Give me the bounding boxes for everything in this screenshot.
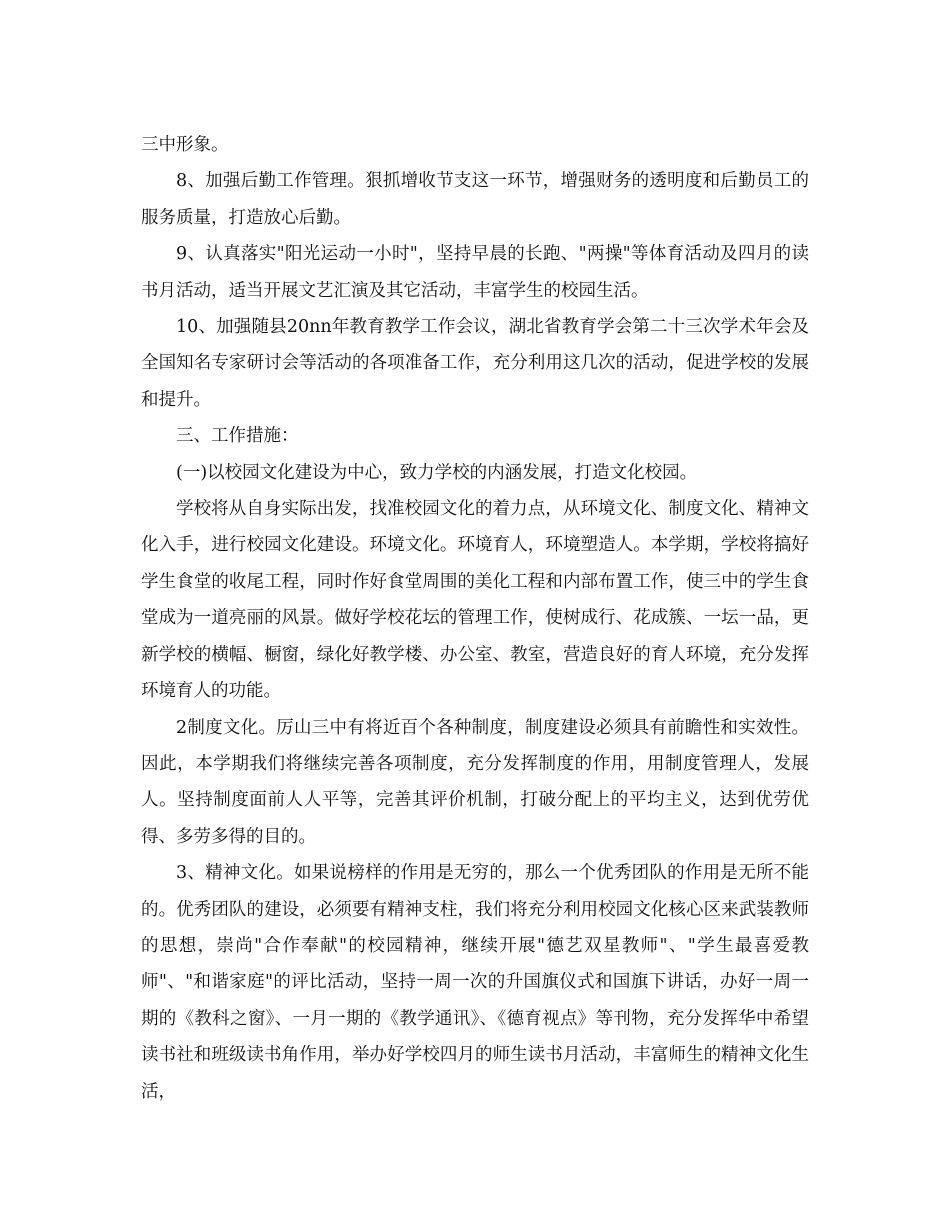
paragraph-item-9: 9、认真落实"阳光运动一小时"，坚持早晨的长跑、"两操"等体育活动及四月的读书月活动，适当开展文艺汇演及其它活动，丰富学生的校园生活。 [141, 244, 809, 301]
paragraph-continuation: 三中形象。 [141, 135, 229, 155]
document-body [141, 127, 809, 1110]
paragraph-spirit-culture: 3、精神文化。如果说榜样的作用是无穷的，那么一个优秀团队的作用是无所不能的。优秀团队的建设，必须要有精神支柱，我们将充分利用校园文化核心区来武装教师的思想，崇尚"合作奉献"的校园精神，继续开展"德艺双星教师"、"学生最喜爱教师"、"和谐家庭"的评比活动，坚持一周一次的升国旗仪式和国旗下讲话，办好一周一期的《教科之窗》、一月一期的《教学通讯》、《德育视点》等刊物，充分发挥华中希望读书社和班级读书角作用，举办好学校四月的师生读书月活动，丰富师生的精神文化生活， [141, 863, 809, 1102]
paragraph-item-10: 10、加强随县20nn年教育教学工作会议，湖北省教育学会第二十三次学术年会及全国知名专家研讨会等活动的各项准备工作，充分利用这几次的活动，促进学校的发展和提升。 [141, 317, 809, 410]
subsection-heading-1: (一)以校园文化建设为中心，致力学校的内涵发展，打造文化校园。 [176, 462, 698, 483]
paragraph-environment-culture: 学校将从自身实际出发，找准校园文化的着力点，从环境文化、制度文化、精神文化入手，进行校园文化建设。环境文化。环境育人，环境塑造人。本学期，学校将搞好学生食堂的收尾工程，同时作好食堂周围的美化工程和内部布置工作，使三中的学生食堂成为一道亮丽的风景。做好学校花坛的管理工作，使树成行、花成簇、一坛一品，更新学校的横幅、橱窗，绿化好教学楼、办公室、教室，营造良好的育人环境，充分发挥环境育人的功能。 [141, 499, 809, 702]
paragraph-system-culture: 2制度文化。厉山三中有将近百个各种制度，制度建设必须具有前瞻性和实效性。因此，本学期我们将继续完善各项制度，充分发挥制度的作用，用制度管理人，发展人。坚持制度面前人人平等，完善其评价机制，打破分配上的平均主义，达到优劳优得、多劳多得的目的。 [141, 717, 809, 847]
paragraph-item-8: 8、加强后勤工作管理。狠抓增收节支这一环节，增强财务的透明度和后勤员工的服务质量，打造放心后勤。 [141, 171, 809, 228]
section-heading-measures: 三、工作措施： [176, 426, 299, 447]
